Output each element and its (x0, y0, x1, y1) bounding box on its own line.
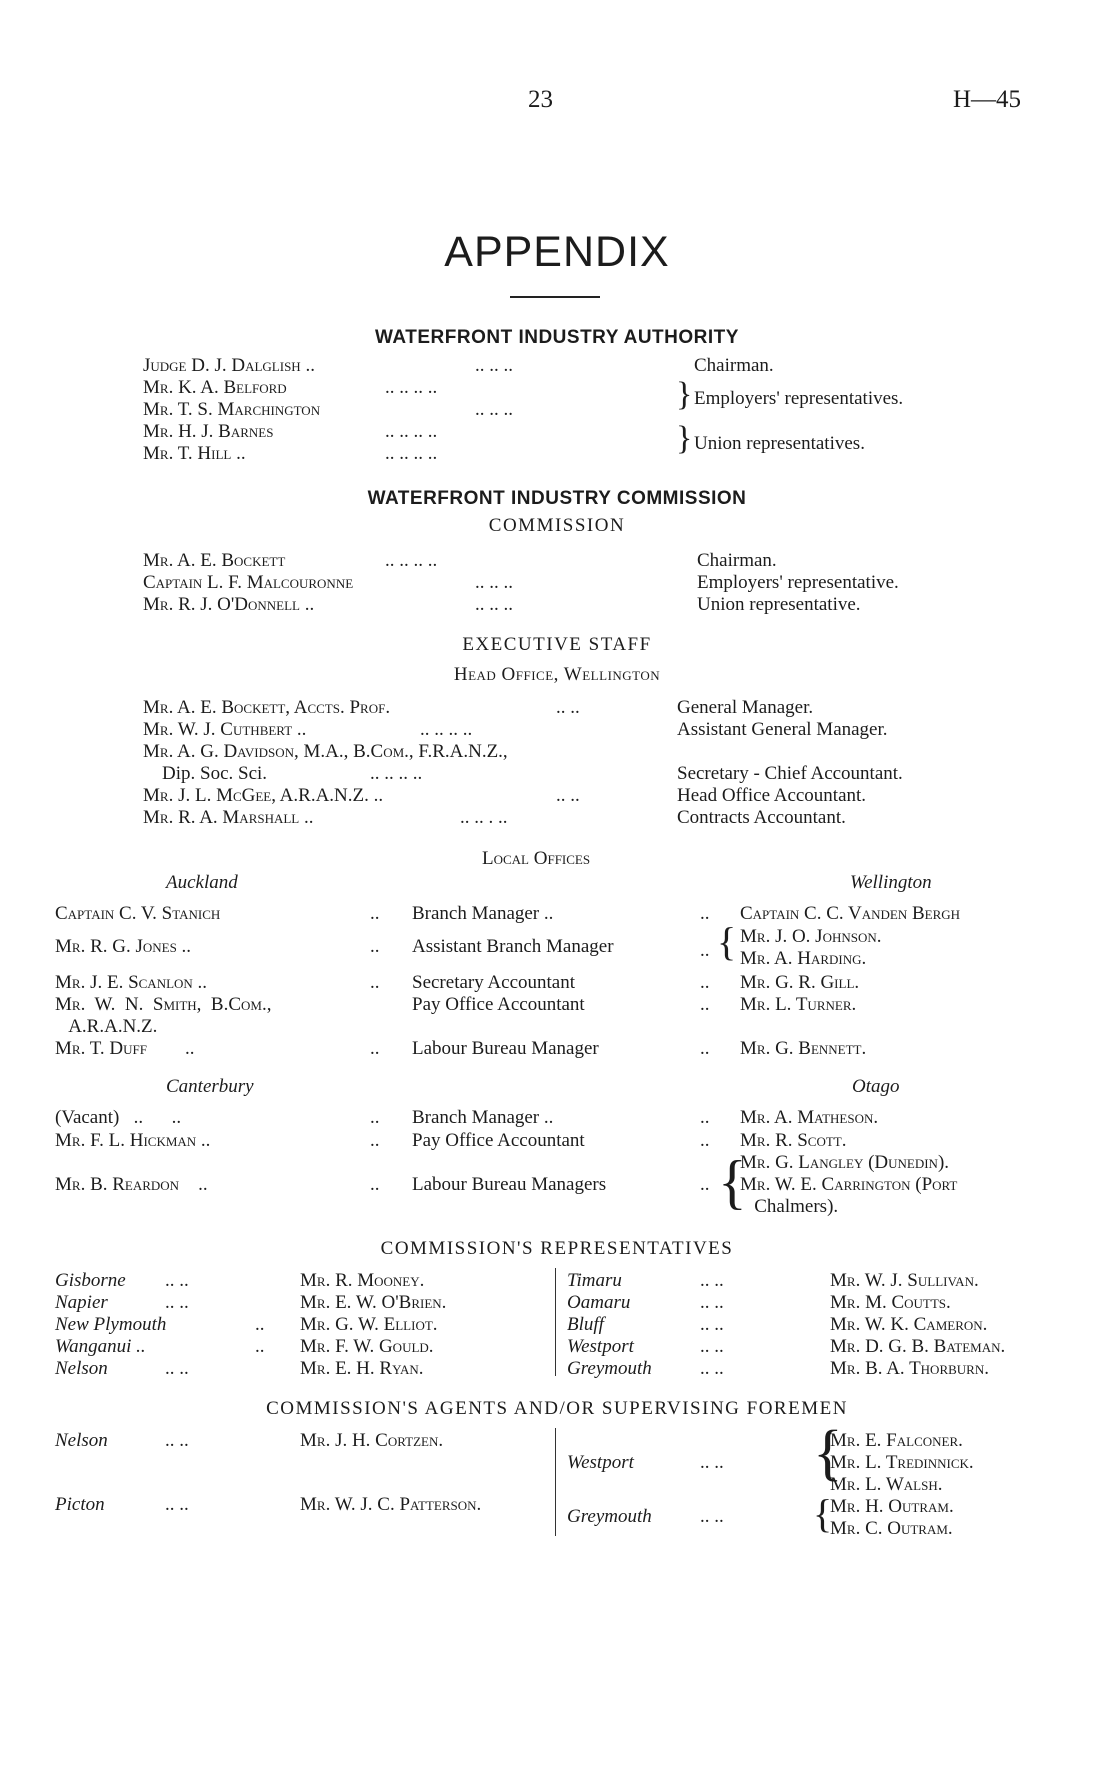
commission-name: Mr. R. J. O'Donnell .. (143, 594, 315, 615)
title-rule (510, 296, 600, 298)
office-position: Labour Bureau Managers (412, 1174, 607, 1195)
agent-dots: .. .. (700, 1506, 724, 1527)
rep-place: New Plymouth (55, 1314, 167, 1335)
agent-dots: .. .. (165, 1494, 189, 1515)
agent-name: Mr. L. Walsh. (830, 1474, 943, 1495)
wellington-label: Wellington (850, 872, 932, 893)
authority-name: Mr. H. J. Barnes (143, 421, 274, 442)
rep-dots: .. (255, 1314, 265, 1335)
agent-dots: .. .. (165, 1430, 189, 1451)
rep-dots: .. .. (700, 1314, 724, 1335)
commission-dots: .. .. .. (475, 572, 513, 593)
otago-holder: Mr. W. E. Carrington (Port (740, 1174, 958, 1195)
rep-dots: .. .. (700, 1292, 724, 1313)
authority-name: Mr. T. Hill .. (143, 443, 246, 464)
office-holder: Mr. W. N. Smith, B.Com., (55, 994, 272, 1015)
executive-subheading: Head Office, Wellington (453, 664, 661, 685)
office-holder: Mr. J. E. Scanlon .. (55, 972, 208, 993)
office-position: Assistant Branch Manager (412, 936, 614, 957)
rep-dots: .. .. (165, 1358, 189, 1379)
rep-name: Mr. M. Coutts. (830, 1292, 951, 1313)
authority-name: Mr. T. S. Marchington (143, 399, 321, 420)
office-dots: .. (700, 994, 710, 1015)
rep-dots: .. .. (165, 1292, 189, 1313)
rep-place: Oamaru (567, 1292, 631, 1313)
authority-name: Judge D. J. Dalglish .. (143, 355, 315, 376)
office-dots: .. (700, 940, 710, 961)
office-dots: .. (700, 1107, 710, 1128)
rep-name: Mr. W. J. Sullivan. (830, 1270, 979, 1291)
local-offices-heading: Local Offices (482, 848, 591, 869)
agents-heading: COMMISSION'S AGENTS AND/OR SUPERVISING FOREMEN (266, 1398, 848, 1419)
union-group-label: Union representatives. (694, 433, 865, 454)
executive-name: Mr. A. E. Bockett, Accts. Prof. (143, 697, 391, 718)
rep-dots: .. .. (700, 1270, 724, 1291)
executive-dots: .. .. .. .. (370, 763, 423, 784)
office-position: Labour Bureau Manager (412, 1038, 599, 1059)
rep-name: Mr. E. W. O'Brien. (300, 1292, 447, 1313)
auckland-label: Auckland (166, 872, 238, 893)
executive-role: Contracts Accountant. (677, 807, 846, 828)
office-holder: Mr. T. Duff .. (55, 1038, 195, 1059)
rep-place: Westport (567, 1336, 634, 1357)
brace-icon: { (718, 1149, 747, 1215)
representatives-heading: COMMISSION'S REPRESENTATIVES (380, 1238, 734, 1259)
wellington-holder: Mr. J. O. Johnson. (740, 926, 882, 947)
commission-dots: .. .. .. .. (385, 550, 438, 571)
executive-role: Assistant General Manager. (677, 719, 888, 740)
rep-dots: .. .. (165, 1270, 189, 1291)
employers-group-label: Employers' representatives. (694, 388, 904, 409)
executive-heading: EXECUTIVE STAFF (462, 634, 652, 655)
rep-name: Mr. E. H. Ryan. (300, 1358, 424, 1379)
commission-role: Employers' representative. (697, 572, 899, 593)
agent-place: Nelson (55, 1430, 108, 1451)
page-title: APPENDIX (444, 228, 670, 276)
rep-place: Nelson (55, 1358, 108, 1379)
agent-name: Mr. L. Tredinnick. (830, 1452, 974, 1473)
otago-holder: Mr. G. Langley (Dunedin). (740, 1152, 950, 1173)
office-position: Branch Manager .. (412, 903, 554, 924)
brace-icon: { (813, 1491, 833, 1536)
office-holder: Mr. R. G. Jones .. (55, 936, 192, 957)
executive-dots: .. .. (556, 697, 580, 718)
office-dots: .. (700, 1174, 710, 1195)
wellington-holder: Mr. G. Bennett. (740, 1038, 867, 1059)
office-dots: .. (700, 1038, 710, 1059)
commission-name: Mr. A. E. Bockett (143, 550, 286, 571)
office-dots: .. (370, 1174, 380, 1195)
commission-subheading: COMMISSION (488, 515, 626, 536)
rep-name: Mr. R. Mooney. (300, 1270, 425, 1291)
office-holder: A.R.A.N.Z. (55, 1016, 158, 1037)
page-number: 23 (528, 86, 553, 113)
rep-place: Gisborne (55, 1270, 126, 1291)
wellington-holder: Captain C. C. Vanden Bergh (740, 903, 961, 924)
office-position: Pay Office Accountant (412, 994, 585, 1015)
commission-heading: WATERFRONT INDUSTRY COMMISSION (367, 488, 747, 509)
agent-place: Westport (567, 1452, 634, 1473)
rep-place: Bluff (567, 1314, 604, 1335)
authority-dots: .. .. .. .. (385, 443, 438, 464)
office-position: Branch Manager .. (412, 1107, 554, 1128)
rep-dots: .. (255, 1336, 265, 1357)
executive-dots: .. .. . .. (460, 807, 508, 828)
agent-name: Mr. E. Falconer. (830, 1430, 963, 1451)
agent-dots: .. .. (700, 1452, 724, 1473)
office-dots: .. (370, 936, 380, 957)
authority-heading: WATERFRONT INDUSTRY AUTHORITY (375, 327, 739, 348)
agent-name: Mr. H. Outram. (830, 1496, 954, 1517)
rep-place: Timaru (567, 1270, 622, 1291)
authority-name: Mr. K. A. Belford (143, 377, 287, 398)
office-dots: .. (700, 972, 710, 993)
authority-role: Chairman. (694, 355, 774, 376)
office-holder: (Vacant) .. .. (55, 1107, 182, 1128)
brace-icon: { (813, 1419, 843, 1487)
executive-name: Mr. A. G. Davidson, M.A., B.Com., F.R.A.N.Z., (143, 741, 508, 762)
canterbury-label: Canterbury (166, 1076, 254, 1097)
commission-name: Captain L. F. Malcouronne (143, 572, 354, 593)
brace-icon: } (676, 376, 693, 413)
office-dots: .. (370, 1038, 380, 1059)
rep-place: Napier (55, 1292, 108, 1313)
office-position: Pay Office Accountant (412, 1130, 585, 1151)
rep-dots: .. .. (700, 1336, 724, 1357)
commission-role: Union representative. (697, 594, 861, 615)
page-reference: H—45 (953, 86, 1022, 113)
office-holder: Mr. F. L. Hickman .. (55, 1130, 211, 1151)
rep-name: Mr. W. K. Cameron. (830, 1314, 988, 1335)
rep-name: Mr. F. W. Gould. (300, 1336, 434, 1357)
office-holder: Captain C. V. Stanich (55, 903, 221, 924)
wellington-holder: Mr. A. Harding. (740, 948, 867, 969)
agent-name: Mr. J. H. Cortzen. (300, 1430, 444, 1451)
commission-role: Chairman. (697, 550, 777, 571)
office-dots: .. (700, 1130, 710, 1151)
executive-dots: .. .. .. .. (420, 719, 473, 740)
authority-dots: .. .. .. .. (385, 377, 438, 398)
agent-name: Mr. C. Outram. (830, 1518, 953, 1539)
rep-dots: .. .. (700, 1358, 724, 1379)
office-dots: .. (370, 1107, 380, 1128)
office-dots: .. (700, 903, 710, 924)
office-dots: .. (370, 903, 380, 924)
office-position: Secretary Accountant (412, 972, 576, 993)
executive-role: General Manager. (677, 697, 814, 718)
executive-name: Mr. J. L. McGee, A.R.A.N.Z. .. (143, 785, 384, 806)
office-dots: .. (370, 972, 380, 993)
rep-place: Greymouth (567, 1358, 652, 1379)
agent-place: Greymouth (567, 1506, 652, 1527)
rep-place: Wanganui .. (55, 1336, 146, 1357)
authority-dots: .. .. .. (475, 399, 513, 420)
executive-role: Secretary - Chief Accountant. (677, 763, 903, 784)
brace-icon: { (717, 919, 737, 964)
otago-holder: Mr. A. Matheson. (740, 1107, 879, 1128)
wellington-holder: Mr. G. R. Gill. (740, 972, 860, 993)
agent-name: Mr. W. J. C. Patterson. (300, 1494, 482, 1515)
executive-dots: .. .. (556, 785, 580, 806)
agent-place: Picton (55, 1494, 105, 1515)
office-dots: .. (370, 1130, 380, 1151)
executive-name: Mr. R. A. Marshall .. (143, 807, 314, 828)
rep-name: Mr. D. G. B. Bateman. (830, 1336, 1006, 1357)
commission-dots: .. .. .. (475, 594, 513, 615)
authority-dots: .. .. .. (475, 355, 513, 376)
executive-role: Head Office Accountant. (677, 785, 867, 806)
otago-holder: Mr. R. Scott. (740, 1130, 847, 1151)
wellington-holder: Mr. L. Turner. (740, 994, 857, 1015)
executive-name: Mr. W. J. Cuthbert .. (143, 719, 307, 740)
rep-name: Mr. B. A. Thorburn. (830, 1358, 989, 1379)
otago-label: Otago (852, 1076, 900, 1097)
rep-name: Mr. G. W. Elliot. (300, 1314, 438, 1335)
brace-icon: } (676, 420, 693, 457)
office-holder: Mr. B. Reardon .. (55, 1174, 208, 1195)
executive-name: Dip. Soc. Sci. (143, 763, 268, 784)
column-divider (555, 1428, 556, 1536)
otago-holder: Chalmers). (740, 1196, 839, 1217)
authority-dots: .. .. .. .. (385, 421, 438, 442)
column-divider (555, 1268, 556, 1376)
